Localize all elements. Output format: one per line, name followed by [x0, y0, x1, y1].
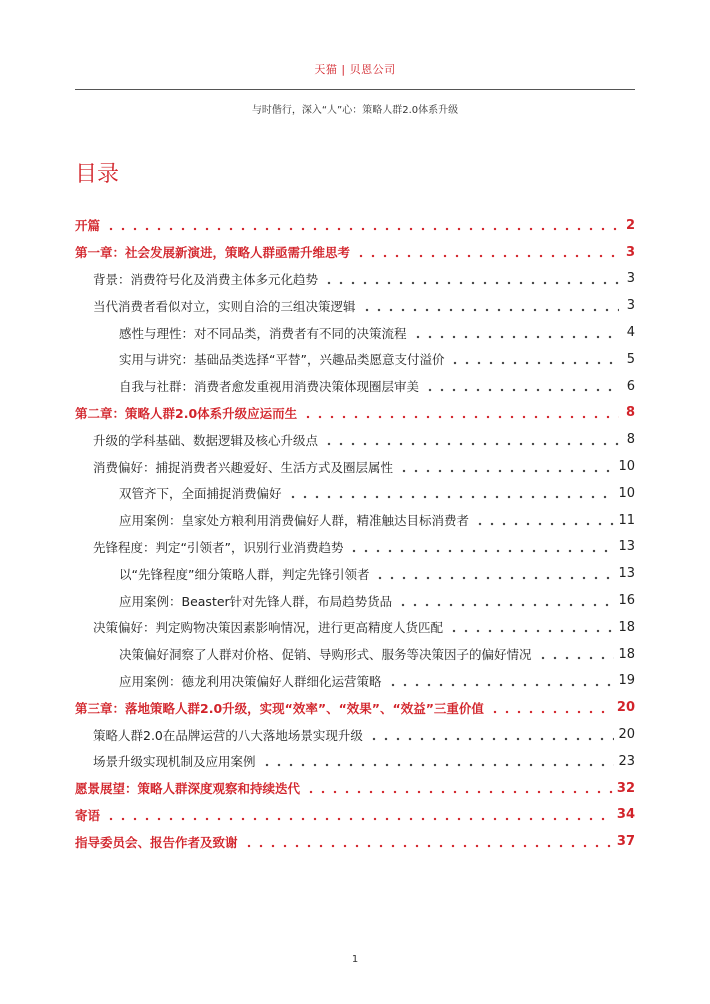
- toc-entry-title: 应用案例：皇家处方粮利用消费偏好人群，精准触达目标消费者: [119, 513, 470, 529]
- report-subtitle: 与时偕行，深入“人”心：策略人群2.0体系升级: [251, 105, 459, 116]
- toc-entry-title: 先锋程度：判定“引领者”，识别行业消费趋势: [93, 539, 344, 555]
- toc-entry-title: 第二章：策略人群2.0体系升级应运而生: [75, 405, 298, 421]
- toc-dot-leader: [448, 621, 614, 633]
- toc-page-number: 19: [618, 673, 635, 689]
- toc-page-number: 20: [618, 727, 635, 743]
- toc-section-entry[interactable]: [75, 587, 635, 614]
- toc-dot-leader: [355, 246, 619, 258]
- toc-entry-title: 第一章：社会发展新演进，策略人群亟需升维思考: [75, 245, 351, 261]
- toc-page-number: 4: [626, 325, 635, 341]
- toc-dot-leader: [105, 219, 619, 231]
- table-of-contents: [75, 212, 635, 855]
- toc-section-entry[interactable]: [75, 453, 635, 480]
- toc-dot-leader: [348, 541, 614, 553]
- toc-page-number: 11: [618, 512, 635, 528]
- toc-dot-leader: [374, 568, 614, 580]
- toc-page-number: 16: [618, 593, 635, 609]
- toc-dot-leader: [537, 648, 615, 660]
- toc-section-entry[interactable]: [75, 319, 635, 346]
- toc-entry-title: 决策偏好：判定购物决策因素影响情况，进行更高精度人货匹配: [93, 620, 444, 636]
- toc-page-number: 32: [616, 780, 635, 796]
- toc-section-entry[interactable]: [75, 373, 635, 400]
- toc-page-number: 23: [618, 753, 635, 769]
- toc-chapter-entry[interactable]: [75, 775, 635, 802]
- toc-dot-leader: [361, 300, 619, 312]
- toc-chapter-entry[interactable]: [75, 400, 635, 427]
- toc-dot-leader: [305, 782, 613, 794]
- toc-entry-title: 感性与理性：对不同品类，消费者有不同的决策流程: [119, 325, 407, 341]
- toc-page-number: 8: [626, 432, 635, 448]
- toc-entry-title: 决策偏好洞察了人群对价格、促销、导购形式、服务等决策因子的偏好情况: [119, 647, 532, 663]
- toc-dot-leader: [397, 595, 614, 607]
- toc-dot-leader: [105, 809, 613, 821]
- toc-entry-title: 应用案例：Beaster针对先锋人群，布局趋势货品: [119, 593, 393, 609]
- toc-entry-title: 第三章：落地策略人群2.0升级，实现“效率”、“效果”、“效益”三重价值: [75, 700, 484, 716]
- toc-entry-title: 当代消费者看似对立，实则自洽的三组决策逻辑: [93, 298, 356, 314]
- toc-dot-leader: [323, 273, 619, 285]
- toc-entry-title: 升级的学科基础、数据逻辑及核心升级点: [93, 432, 319, 448]
- toc-section-entry[interactable]: [75, 560, 635, 587]
- toc-section-entry[interactable]: [75, 721, 635, 748]
- toc-page-number: 8: [625, 405, 635, 421]
- toc-entry-title: 双管齐下，全面捕捉消费偏好: [119, 486, 282, 502]
- toc-dot-leader: [398, 461, 614, 473]
- toc-entry-title: 实用与讲究：基础品类选择“平替”，兴趣品类愿意支付溢价: [119, 352, 445, 368]
- toc-chapter-entry[interactable]: [75, 828, 635, 855]
- toc-entry-title: 场景升级实现机制及应用案例: [93, 754, 256, 770]
- toc-entry-title: 消费偏好：捕捉消费者兴趣爱好、生活方式及圈层属性: [93, 459, 394, 475]
- toc-section-entry[interactable]: [75, 641, 635, 668]
- toc-page-number: 34: [616, 807, 635, 823]
- toc-page-number: 10: [618, 485, 635, 501]
- page-number: 1: [351, 954, 359, 965]
- toc-page-number: 3: [625, 244, 635, 260]
- toc-page-number: 6: [626, 378, 635, 394]
- toc-chapter-entry[interactable]: [75, 212, 635, 239]
- toc-dot-leader: [489, 702, 613, 714]
- toc-entry-title: 寄语: [75, 807, 101, 823]
- toc-section-entry[interactable]: [75, 748, 635, 775]
- header-divider: [75, 89, 635, 90]
- toc-section-entry[interactable]: [75, 534, 635, 561]
- toc-chapter-entry[interactable]: [75, 239, 635, 266]
- toc-dot-leader: [387, 675, 615, 687]
- toc-dot-leader: [424, 380, 619, 392]
- toc-entry-title: 自我与社群：消费者愈发重视用消费决策体现圈层审美: [119, 379, 420, 395]
- toc-section-entry[interactable]: [75, 614, 635, 641]
- toc-page-number: 18: [618, 619, 635, 635]
- toc-entry-title: 开篇: [75, 218, 101, 234]
- toc-page-number: 13: [618, 539, 635, 555]
- toc-title: 目录: [75, 162, 120, 187]
- toc-dot-leader: [302, 407, 619, 419]
- toc-dot-leader: [243, 836, 613, 848]
- toc-dot-leader: [261, 755, 615, 767]
- toc-section-entry[interactable]: [75, 292, 635, 319]
- toc-entry-title: 指导委员会、报告作者及致谢: [75, 834, 238, 850]
- toc-chapter-entry[interactable]: [75, 694, 635, 721]
- toc-page-number: 18: [618, 646, 635, 662]
- toc-section-entry[interactable]: [75, 426, 635, 453]
- toc-dot-leader: [287, 487, 615, 499]
- toc-section-entry[interactable]: [75, 480, 635, 507]
- toc-page-number: 13: [618, 566, 635, 582]
- toc-page-number: 2: [625, 217, 635, 233]
- toc-entry-title: 以“先锋程度”细分策略人群，判定先锋引领者: [119, 566, 370, 582]
- toc-dot-leader: [323, 434, 619, 446]
- toc-page-number: 3: [626, 298, 635, 314]
- toc-entry-title: 背景：消费符号化及消费主体多元化趋势: [93, 271, 319, 287]
- toc-page-number: 10: [618, 459, 635, 475]
- toc-section-entry[interactable]: [75, 507, 635, 534]
- toc-page-number: 20: [616, 700, 635, 716]
- toc-section-entry[interactable]: [75, 346, 635, 373]
- brand-header: 天猫 | 贝恩公司: [314, 63, 396, 76]
- toc-entry-title: 愿景展望：策略人群深度观察和持续迭代: [75, 781, 301, 797]
- toc-page-number: 3: [626, 271, 635, 287]
- toc-page-number: 5: [626, 351, 635, 367]
- toc-entry-title: 策略人群2.0在品牌运营的八大落地场景实现升级: [93, 727, 363, 743]
- toc-section-entry[interactable]: [75, 266, 635, 293]
- toc-dot-leader: [368, 729, 615, 741]
- toc-chapter-entry[interactable]: [75, 802, 635, 829]
- toc-dot-leader: [449, 353, 619, 365]
- toc-section-entry[interactable]: [75, 668, 635, 695]
- toc-page-number: 37: [616, 834, 635, 850]
- toc-dot-leader: [412, 327, 619, 339]
- toc-dot-leader: [474, 514, 614, 526]
- toc-entry-title: 应用案例：德龙利用决策偏好人群细化运营策略: [119, 673, 382, 689]
